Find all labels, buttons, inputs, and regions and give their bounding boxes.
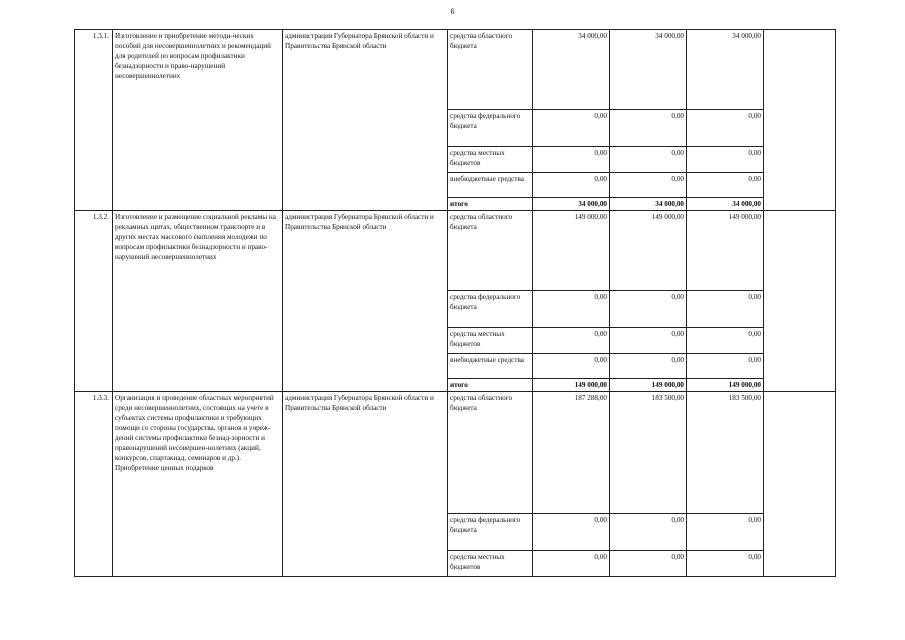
amount-cell: 0,00 — [687, 110, 764, 147]
funding-source: внебюджетные средства — [448, 173, 533, 198]
funding-source: средства областного бюджета — [448, 30, 533, 110]
funding-source: внебюджетные средства — [448, 354, 533, 379]
total-amount: 149 000,00 — [533, 379, 610, 392]
amount-cell: 0,00 — [610, 173, 687, 198]
amount-cell: 0,00 — [610, 514, 687, 551]
amount-cell: 0,00 — [533, 110, 610, 147]
empty-cell — [764, 211, 836, 392]
amount-cell: 0,00 — [687, 173, 764, 198]
funding-source: средства местных бюджетов — [448, 147, 533, 173]
amount-cell: 0,00 — [610, 291, 687, 328]
amount-cell: 187 288,00 — [533, 392, 610, 514]
executor-cell: администрация Губернатора Брянской области и Правительства Брянской области — [283, 30, 448, 211]
amount-cell: 0,00 — [610, 354, 687, 379]
table-row — [75, 30, 836, 110]
funding-source: средства федерального бюджета — [448, 514, 533, 551]
total-amount: 149 000,00 — [610, 379, 687, 392]
funding-source: средства федерального бюджета — [448, 110, 533, 147]
amount-cell: 0,00 — [687, 328, 764, 354]
amount-cell: 0,00 — [533, 328, 610, 354]
amount-cell: 0,00 — [533, 291, 610, 328]
amount-cell: 0,00 — [610, 147, 687, 173]
table-row — [75, 392, 836, 514]
funding-source: средства федерального бюджета — [448, 291, 533, 328]
total-amount: 34 000,00 — [610, 198, 687, 211]
amount-cell: 149 000,00 — [687, 211, 764, 291]
item-code: 1.3.1. — [75, 30, 113, 211]
amount-cell: 149 000,00 — [533, 211, 610, 291]
amount-cell: 0,00 — [687, 354, 764, 379]
amount-cell: 34 000,00 — [610, 30, 687, 110]
page-number: 6 — [450, 7, 455, 16]
amount-cell: 0,00 — [533, 551, 610, 577]
amount-cell: 0,00 — [533, 147, 610, 173]
total-amount: 149 000,00 — [687, 379, 764, 392]
amount-cell: 183 500,00 — [610, 392, 687, 514]
item-code: 1.3.3. — [75, 392, 113, 577]
funding-source: итого — [448, 198, 533, 211]
amount-cell: 34 000,00 — [687, 30, 764, 110]
amount-cell: 0,00 — [687, 514, 764, 551]
amount-cell: 0,00 — [687, 291, 764, 328]
activity-cell: Изготовление и приобретение методи-ческих пособий для несовершеннолетних и рекомендаций для родителей по вопросам профилактики безнадзорности и право-нарушений несовершеннолетних — [113, 30, 283, 211]
activity-cell: Изготовление и размещение социальной рекламы на рекламных щитах, общественном транспорте и в других местах массового скопления молодежи по вопросам профилактики безнадзорности и право-нарушений несовершеннолетних — [113, 211, 283, 392]
executor-cell: администрация Губернатора Брянской области и Правительства Брянской области — [283, 211, 448, 392]
amount-cell: 0,00 — [533, 354, 610, 379]
empty-cell — [764, 30, 836, 211]
amount-cell: 0,00 — [687, 147, 764, 173]
funding-source: средства областного бюджета — [448, 211, 533, 291]
amount-cell: 149 000,00 — [610, 211, 687, 291]
amount-cell: 0,00 — [533, 173, 610, 198]
amount-cell: 183 500,00 — [687, 392, 764, 514]
funding-source: средства местных бюджетов — [448, 328, 533, 354]
funding-source: итого — [448, 379, 533, 392]
table-row — [75, 211, 836, 291]
funding-source: средства местных бюджетов — [448, 551, 533, 577]
amount-cell: 0,00 — [610, 110, 687, 147]
empty-cell — [764, 392, 836, 577]
activity-cell: Организация и проведение областных мероприятий среди несовершеннолетних, состоящих на учете в субъектах системы профилактики и требующих помощи со стороны государства, органов и учреж-дений системы профилактики безнад-зорности и правонарушений несовершен-нолетних (акций, конкурсов, спартакиад, семинаров и др.). Приобретение ценных подарков — [113, 392, 283, 577]
amount-cell: 0,00 — [610, 328, 687, 354]
amount-cell: 0,00 — [533, 514, 610, 551]
total-amount: 34 000,00 — [533, 198, 610, 211]
funding-source: средства областного бюджета — [448, 392, 533, 514]
amount-cell: 34 000,00 — [533, 30, 610, 110]
total-amount: 34 000,00 — [687, 198, 764, 211]
program-table — [74, 29, 836, 577]
amount-cell: 0,00 — [687, 551, 764, 577]
item-code: 1.3.2. — [75, 211, 113, 392]
amount-cell: 0,00 — [610, 551, 687, 577]
executor-cell: администрация Губернатора Брянской области и Правительства Брянской области — [283, 392, 448, 577]
